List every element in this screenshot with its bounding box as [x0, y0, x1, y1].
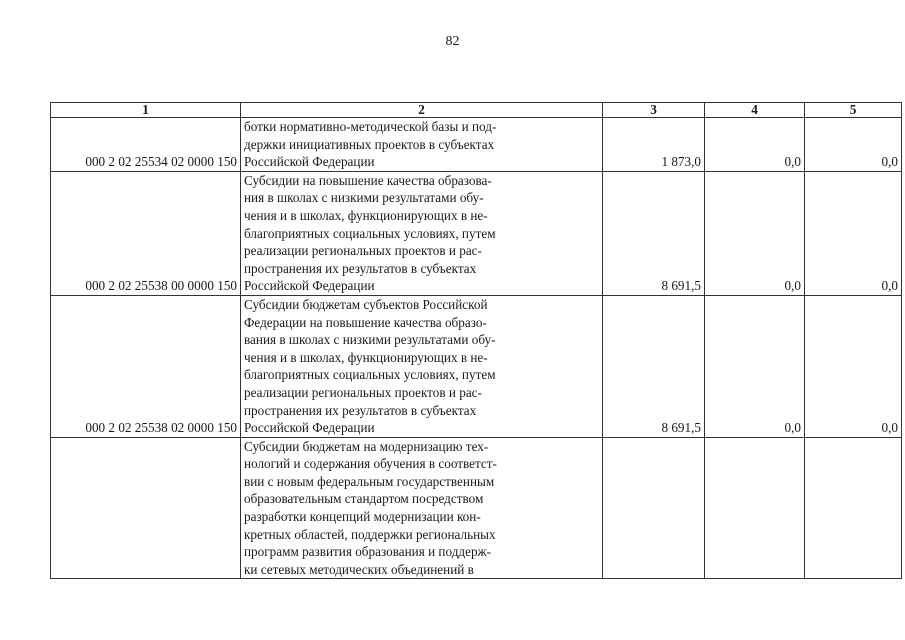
item-description	[241, 295, 603, 437]
description-line: реализации региональных проектов и рас-	[244, 243, 482, 259]
description-line: ботки нормативно-методической базы и под-	[244, 119, 497, 134]
description-line: чения и в школах, функционирующих в не-	[244, 349, 488, 365]
budget-code: 000 2 02 25534 02 0000 150	[51, 118, 241, 172]
amount-col5	[805, 437, 902, 579]
description-line: кретных областей, поддержки региональных	[244, 526, 496, 542]
item-description	[241, 437, 603, 579]
description-line: благоприятных социальных условиях, путем	[244, 367, 496, 383]
header-col-3: 3	[603, 103, 705, 118]
header-col-1: 1	[51, 103, 241, 118]
table-row	[51, 437, 902, 579]
table-row	[51, 171, 902, 295]
description-line: Субсидии на повышение качества образова-	[244, 172, 492, 188]
description-line: образовательным стандартом посредством	[244, 491, 484, 507]
amount-col5: 0,0	[805, 171, 902, 295]
description-line: пространения их результатов в субъектах	[244, 402, 477, 418]
description-line: Субсидии бюджетам субъектов Российской	[244, 296, 488, 312]
header-col-5: 5	[805, 103, 902, 118]
page-number: 82	[445, 34, 460, 49]
description-line: благоприятных социальных условиях, путем	[244, 225, 496, 241]
budget-table	[50, 102, 902, 579]
description-line: чения и в школах, функционирующих в не-	[244, 207, 488, 223]
item-description	[241, 171, 603, 295]
description-line: реализации региональных проектов и рас-	[244, 384, 482, 400]
description-line: нологий и содержания обучения в соответст-	[244, 456, 497, 472]
header-col-2: 2	[241, 103, 603, 118]
description-line: Субсидии бюджетам на модернизацию тех-	[244, 438, 489, 454]
budget-code: 000 2 02 25538 02 0000 150	[51, 295, 241, 437]
amount-col4: 0,0	[705, 118, 805, 172]
amount-col5: 0,0	[805, 295, 902, 437]
description-line: Российской Федерации	[244, 420, 375, 436]
description-line: Российской Федерации	[244, 278, 375, 294]
amount-col3	[603, 437, 705, 579]
header-col-4: 4	[705, 103, 805, 118]
description-line: вания в школах с низкими результатами обу-	[244, 332, 496, 348]
budget-code	[51, 437, 241, 579]
description-line: Российской Федерации	[244, 154, 375, 170]
table-body	[51, 118, 902, 579]
budget-code: 000 2 02 25538 00 0000 150	[51, 171, 241, 295]
description-line: ния в школах с низкими результатами обу-	[244, 190, 484, 206]
description-line: разработки концепций модернизации кон-	[244, 509, 481, 525]
amount-col3: 1 873,0	[603, 118, 705, 172]
table-row	[51, 295, 902, 437]
description-line: пространения их результатов в субъектах	[244, 260, 477, 276]
item-description	[241, 118, 603, 172]
header-row	[51, 103, 902, 118]
amount-col3: 8 691,5	[603, 171, 705, 295]
description-line: программ развития образования и поддерж-	[244, 544, 492, 560]
description-line: Федерации на повышение качества образо-	[244, 314, 487, 330]
amount-col4: 0,0	[705, 171, 805, 295]
amount-col4: 0,0	[705, 295, 805, 437]
amount-col3: 8 691,5	[603, 295, 705, 437]
description-line: ки сетевых методических объединений в	[244, 561, 474, 577]
description-line: вии с новым федеральным государственным	[244, 473, 495, 489]
amount-col5: 0,0	[805, 118, 902, 172]
table-row	[51, 118, 902, 172]
amount-col4	[705, 437, 805, 579]
description-line: держки инициативных проектов в субъектах	[244, 136, 495, 152]
